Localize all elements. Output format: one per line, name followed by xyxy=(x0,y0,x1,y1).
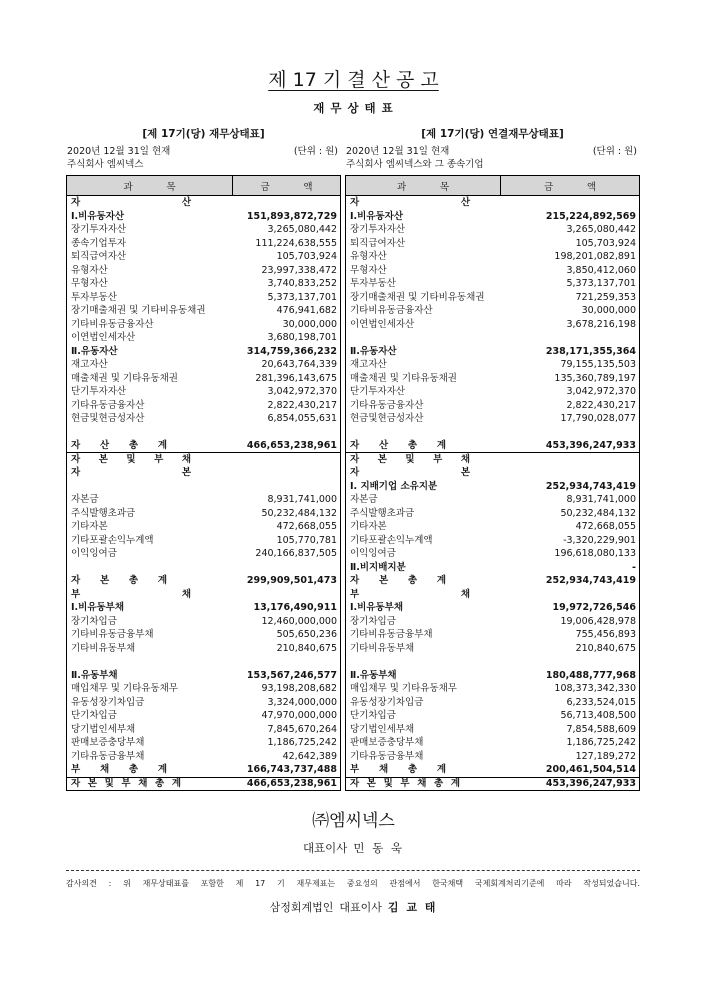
item-label: 기타비유동금융자산 xyxy=(350,305,433,317)
notice-title xyxy=(0,68,707,92)
item-amount: 3,042,972,370 xyxy=(566,386,636,398)
item-label: 유형자산 xyxy=(350,251,387,263)
item-label: 자 본 총 계 xyxy=(71,575,167,587)
item-label: 기타포괄손익누계액 xyxy=(71,534,154,546)
item-label: 매입채무 및 기타유동채무 xyxy=(71,683,178,695)
line-item-row xyxy=(67,628,340,642)
item-label: 무형자산 xyxy=(71,278,108,290)
section-heading-row xyxy=(346,453,639,467)
separate-unit: (단위 : 원) xyxy=(293,146,338,157)
item-amount: 3,850,412,060 xyxy=(566,264,636,276)
total-row xyxy=(346,777,639,791)
item-amount: 20,643,764,339 xyxy=(261,359,337,371)
line-item-row xyxy=(67,534,340,548)
item-label: 기타비유동금융부채 xyxy=(350,629,433,641)
line-item-row xyxy=(67,237,340,251)
item-amount: 7,854,588,609 xyxy=(566,723,636,735)
item-amount: 7,845,670,264 xyxy=(267,723,337,735)
item-label: 퇴직급여자산 xyxy=(350,237,406,249)
line-item-row xyxy=(346,547,639,561)
group-row xyxy=(67,669,340,683)
item-amount: 79,155,135,503 xyxy=(560,359,636,371)
item-amount: 153,567,246,577 xyxy=(246,669,337,681)
item-label: 장기매출채권 및 기타비유동채권 xyxy=(71,305,206,317)
item-label: 퇴직급여자산 xyxy=(71,251,127,263)
item-label: 장기차입금 xyxy=(71,615,117,627)
line-item-row xyxy=(346,223,639,237)
line-item-row xyxy=(67,520,340,534)
item-amount: 42,642,389 xyxy=(282,750,337,762)
line-item-row xyxy=(346,696,639,710)
item-label: 부 채 총 계 xyxy=(71,764,167,776)
line-item-row xyxy=(346,250,639,264)
line-item-row xyxy=(67,291,340,305)
line-item-row xyxy=(346,304,639,318)
item-label: Ⅰ.비유동부채 xyxy=(71,602,125,614)
section-heading-row xyxy=(346,588,639,602)
consolidated-statement xyxy=(345,127,640,790)
group-row xyxy=(346,210,639,224)
column-header-amount xyxy=(501,176,639,195)
item-amount: 299,909,501,473 xyxy=(246,575,337,587)
item-amount: 252,934,743,419 xyxy=(545,480,636,492)
line-item-row xyxy=(346,237,639,251)
total-row xyxy=(346,574,639,588)
item-amount: 111,224,638,555 xyxy=(255,237,337,249)
total-row xyxy=(67,574,340,588)
line-item-row xyxy=(67,750,340,764)
line-item-row xyxy=(67,642,340,656)
section-heading-row xyxy=(67,196,340,210)
item-amount: 23,997,338,472 xyxy=(261,264,337,276)
group-row xyxy=(346,669,639,683)
item-label: 기타유동금융부채 xyxy=(71,750,145,762)
signature-title: 대표이사 xyxy=(302,841,348,855)
separate-date-line xyxy=(66,145,341,158)
line-item-row xyxy=(67,412,340,426)
item-amount: 240,166,837,505 xyxy=(255,548,337,560)
consolidated-date: 2020년 12월 31일 현재 xyxy=(346,146,450,157)
item-label: 자 본 및 부 채 총 계 xyxy=(71,778,181,790)
item-label: 장기차입금 xyxy=(350,615,396,627)
item-label: Ⅰ.비유동자산 xyxy=(350,210,404,222)
item-label: 부 채 xyxy=(350,588,470,600)
section-heading-row xyxy=(346,196,639,210)
item-label: 기타비유동금융부채 xyxy=(71,629,154,641)
group-row xyxy=(67,210,340,224)
item-amount: 105,770,781 xyxy=(276,534,337,546)
item-amount: 238,171,355,364 xyxy=(545,345,636,357)
separate-table-header xyxy=(67,176,340,196)
line-item-row xyxy=(346,493,639,507)
item-amount: 215,224,892,569 xyxy=(545,210,636,222)
total-row xyxy=(67,439,340,453)
item-label: 자 산 xyxy=(350,197,470,209)
item-label: 자본금 xyxy=(71,494,99,506)
blank-row xyxy=(67,655,340,669)
notice-title-text: 제 17 기 결 산 공 고 xyxy=(268,69,439,91)
item-amount: 108,373,342,330 xyxy=(554,683,636,695)
line-item-row xyxy=(67,736,340,750)
separate-table xyxy=(66,175,341,791)
item-amount: 210,840,675 xyxy=(575,642,636,654)
item-label: 기타유동금융자산 xyxy=(350,399,424,411)
item-label: Ⅱ.유동부채 xyxy=(71,669,118,681)
column-header-amount xyxy=(233,176,340,195)
separate-table-body xyxy=(67,196,340,790)
item-amount: 19,006,428,978 xyxy=(560,615,636,627)
column-header-item xyxy=(67,176,233,195)
item-label: 유형자산 xyxy=(71,264,108,276)
item-label: 자 산 xyxy=(71,197,191,209)
line-item-row xyxy=(346,318,639,332)
blank-row xyxy=(67,426,340,440)
line-item-row xyxy=(346,736,639,750)
signature-company: ㈜엠씨넥스 xyxy=(312,811,395,831)
item-amount: 50,232,484,132 xyxy=(560,507,636,519)
column-header-item xyxy=(346,176,501,195)
item-label: 기타포괄손익누계액 xyxy=(350,534,433,546)
total-row xyxy=(67,777,340,791)
item-label: 당기법인세부채 xyxy=(350,723,415,735)
item-amount: 2,822,430,217 xyxy=(267,399,337,411)
line-item-row xyxy=(346,358,639,372)
item-amount: 472,668,055 xyxy=(575,521,636,533)
blank-row xyxy=(346,331,639,345)
item-label: 투자부동산 xyxy=(350,278,396,290)
line-item-row xyxy=(346,507,639,521)
section-heading-row xyxy=(67,588,340,602)
line-item-row xyxy=(67,331,340,345)
item-amount: 196,618,080,133 xyxy=(554,548,636,560)
separator-line xyxy=(66,870,640,871)
item-amount: 453,396,247,933 xyxy=(545,778,636,790)
item-label: Ⅰ.비유동자산 xyxy=(71,210,125,222)
item-label: 기타유동금융부채 xyxy=(350,750,424,762)
item-amount: -3,320,229,901 xyxy=(563,534,636,546)
item-amount: 93,198,208,682 xyxy=(261,683,337,695)
item-label: 자 산 총 계 xyxy=(71,439,167,451)
item-label: 현금및현금성자산 xyxy=(350,413,424,425)
item-amount: 8,931,741,000 xyxy=(566,494,636,506)
item-label: 유동성장기차입금 xyxy=(350,696,424,708)
item-label: 자본금 xyxy=(350,494,378,506)
group-row xyxy=(346,480,639,494)
column-header-amount-label: 금 액 xyxy=(544,181,596,193)
item-label: 주식발행초과금 xyxy=(71,507,136,519)
item-label: 장기매출채권 및 기타비유동채권 xyxy=(350,291,485,303)
item-label: 매입채무 및 기타유동채무 xyxy=(350,683,457,695)
item-amount: 19,972,726,546 xyxy=(552,602,636,614)
line-item-row xyxy=(67,547,340,561)
item-amount: 3,265,080,442 xyxy=(566,224,636,236)
line-item-row xyxy=(67,223,340,237)
item-label: 이연법인세자산 xyxy=(71,332,136,344)
item-label: 매출채권 및 기타유동채권 xyxy=(71,372,178,384)
item-amount: 281,396,143,675 xyxy=(255,372,337,384)
item-label: 기타비유동부채 xyxy=(71,642,136,654)
line-item-row xyxy=(346,709,639,723)
line-item-row xyxy=(67,493,340,507)
item-amount: 476,941,682 xyxy=(276,305,337,317)
item-label: 기타비유동부채 xyxy=(350,642,415,654)
item-label: 자 본 및 부 채 총 계 xyxy=(350,778,460,790)
item-amount: 56,713,408,500 xyxy=(560,710,636,722)
item-label: 기타자본 xyxy=(350,521,387,533)
item-label: Ⅱ.비지배지분 xyxy=(350,561,406,573)
item-label: 현금및현금성자산 xyxy=(71,413,145,425)
blank-row xyxy=(67,561,340,575)
item-label: 기타비유동금융자산 xyxy=(71,318,154,330)
section-heading-row xyxy=(346,466,639,480)
item-amount: 47,970,000,000 xyxy=(261,710,337,722)
line-item-row xyxy=(67,318,340,332)
item-label: Ⅱ.유동자산 xyxy=(350,345,397,357)
item-label: 판매보증충당부채 xyxy=(350,737,424,749)
item-label: 기타자본 xyxy=(71,521,108,533)
total-row xyxy=(346,763,639,777)
line-item-row xyxy=(67,507,340,521)
line-item-row xyxy=(346,385,639,399)
item-amount: - xyxy=(632,561,636,573)
item-amount: 135,360,789,197 xyxy=(554,372,636,384)
line-item-row xyxy=(346,277,639,291)
blank-row xyxy=(346,655,639,669)
line-item-row xyxy=(67,696,340,710)
line-item-row xyxy=(67,250,340,264)
line-item-row xyxy=(346,534,639,548)
item-amount: 2,822,430,217 xyxy=(566,399,636,411)
separate-statement xyxy=(66,127,341,790)
item-amount: 472,668,055 xyxy=(276,521,337,533)
item-label: Ⅱ.유동자산 xyxy=(71,345,118,357)
line-item-row xyxy=(67,304,340,318)
item-label: 주식발행초과금 xyxy=(350,507,415,519)
consolidated-heading: [제 17기(당) 연결재무상태표] xyxy=(421,128,564,140)
item-label: 자 본 xyxy=(350,467,470,479)
consolidated-date-line xyxy=(345,145,640,158)
line-item-row xyxy=(346,520,639,534)
auditor-signature xyxy=(0,900,707,916)
item-label: 판매보증충당부채 xyxy=(71,737,145,749)
consolidated-table-body xyxy=(346,196,639,790)
line-item-row xyxy=(346,399,639,413)
item-amount: 466,653,238,961 xyxy=(246,778,337,790)
line-item-row xyxy=(67,358,340,372)
item-amount: 151,893,872,729 xyxy=(246,210,337,222)
consolidated-table-header xyxy=(346,176,639,196)
item-amount: 17,790,028,077 xyxy=(560,413,636,425)
item-label: 이익잉여금 xyxy=(71,548,117,560)
line-item-row xyxy=(67,277,340,291)
signature-representative xyxy=(0,840,707,856)
item-label: 단기투자자산 xyxy=(350,386,406,398)
item-label: 부 채 xyxy=(71,588,191,600)
item-amount: 466,653,238,961 xyxy=(246,439,337,451)
item-amount: 8,931,741,000 xyxy=(267,494,337,506)
item-amount: 30,000,000 xyxy=(581,305,636,317)
item-amount: 180,488,777,968 xyxy=(545,669,636,681)
line-item-row xyxy=(67,372,340,386)
item-label: Ⅰ. 지배기업 소유지분 xyxy=(350,480,438,492)
group-row xyxy=(67,345,340,359)
group-row xyxy=(346,345,639,359)
auditor-title: 대표이사 xyxy=(339,901,382,914)
item-label: 재고자산 xyxy=(350,359,387,371)
consolidated-company: 주식회사 엠씨넥스와 그 종속기업 xyxy=(346,159,484,170)
line-item-row xyxy=(67,399,340,413)
group-row xyxy=(67,601,340,615)
item-amount: 6,854,055,631 xyxy=(267,413,337,425)
item-amount: 13,176,490,911 xyxy=(253,602,337,614)
item-amount: 3,740,833,252 xyxy=(267,278,337,290)
item-amount: 210,840,675 xyxy=(276,642,337,654)
item-amount: 166,743,737,488 xyxy=(246,764,337,776)
statement-subtitle: 재 무 상 태 표 xyxy=(313,101,394,115)
item-amount: 5,373,137,701 xyxy=(566,278,636,290)
line-item-row xyxy=(67,709,340,723)
line-item-row xyxy=(67,682,340,696)
item-label: 부 채 총 계 xyxy=(350,764,446,776)
item-amount: 127,189,272 xyxy=(575,750,636,762)
separate-company: 주식회사 엠씨넥스 xyxy=(67,159,144,170)
item-label: 재고자산 xyxy=(71,359,108,371)
item-amount: 3,042,972,370 xyxy=(267,386,337,398)
line-item-row xyxy=(346,642,639,656)
line-item-row xyxy=(67,264,340,278)
item-label: 단기차입금 xyxy=(71,710,117,722)
line-item-row xyxy=(67,615,340,629)
line-item-row xyxy=(346,628,639,642)
line-item-row xyxy=(346,615,639,629)
item-label: 장기투자자산 xyxy=(71,224,127,236)
item-amount: 3,678,216,198 xyxy=(566,318,636,330)
item-label: 자 산 총 계 xyxy=(350,439,446,451)
item-amount: 200,461,504,514 xyxy=(545,764,636,776)
item-amount: 1,186,725,242 xyxy=(267,737,337,749)
line-item-row xyxy=(346,682,639,696)
column-header-item-label: 과 목 xyxy=(123,181,176,193)
total-row xyxy=(346,439,639,453)
separate-heading: [제 17기(당) 재무상태표] xyxy=(142,128,265,140)
item-amount: 755,456,893 xyxy=(575,629,636,641)
item-amount: 12,460,000,000 xyxy=(261,615,337,627)
item-amount: 3,680,198,701 xyxy=(267,332,337,344)
item-amount: 198,201,082,891 xyxy=(554,251,636,263)
item-amount: 453,396,247,933 xyxy=(545,439,636,451)
item-label: 자 본 및 부 채 xyxy=(350,453,470,465)
line-item-row xyxy=(346,412,639,426)
item-label: 투자부동산 xyxy=(71,291,117,303)
section-heading-row xyxy=(67,466,340,480)
item-label: 종속기업투자 xyxy=(71,237,127,249)
blank-row xyxy=(346,426,639,440)
item-label: 자 본 및 부 채 xyxy=(71,453,191,465)
item-label: 자 본 xyxy=(71,467,191,479)
auditor-name: 김 교 태 xyxy=(387,901,438,914)
item-label: 단기투자자산 xyxy=(71,386,127,398)
item-amount: 5,373,137,701 xyxy=(267,291,337,303)
column-header-amount-label: 금 액 xyxy=(260,181,313,193)
item-amount: 6,233,524,015 xyxy=(566,696,636,708)
item-label: 당기법인세부채 xyxy=(71,723,136,735)
group-row xyxy=(346,601,639,615)
consolidated-table xyxy=(345,175,640,791)
item-amount: 1,186,725,242 xyxy=(566,737,636,749)
item-label: 자 본 총 계 xyxy=(350,575,446,587)
item-label: 장기투자자산 xyxy=(350,224,406,236)
item-amount: 314,759,366,232 xyxy=(246,345,337,357)
line-item-row xyxy=(67,723,340,737)
item-amount: 105,703,924 xyxy=(575,237,636,249)
item-label: 단기차입금 xyxy=(350,710,396,722)
blank-row xyxy=(67,480,340,494)
auditor-firm: 삼정회계법인 xyxy=(269,901,334,914)
item-label: 무형자산 xyxy=(350,264,387,276)
item-label: 이연법인세자산 xyxy=(350,318,415,330)
item-label: 이익잉여금 xyxy=(350,548,396,560)
column-header-item-label: 과 목 xyxy=(397,181,449,193)
consolidated-unit: (단위 : 원) xyxy=(592,146,637,157)
item-label: 매출채권 및 기타유동채권 xyxy=(350,372,457,384)
item-amount: 721,259,353 xyxy=(575,291,636,303)
signature-name: 민 동 욱 xyxy=(353,841,405,855)
line-item-row xyxy=(346,723,639,737)
item-amount: 105,703,924 xyxy=(276,251,337,263)
item-amount: 50,232,484,132 xyxy=(261,507,337,519)
line-item-row xyxy=(346,372,639,386)
item-amount: 505,650,236 xyxy=(276,629,337,641)
item-label: 기타유동금융자산 xyxy=(71,399,145,411)
item-label: 유동성장기차입금 xyxy=(71,696,145,708)
section-heading-row xyxy=(67,453,340,467)
item-label: Ⅱ.유동부채 xyxy=(350,669,397,681)
item-amount: 30,000,000 xyxy=(282,318,337,330)
line-item-row xyxy=(346,264,639,278)
line-item-row xyxy=(346,291,639,305)
item-amount: 3,265,080,442 xyxy=(267,224,337,236)
total-row xyxy=(67,763,340,777)
audit-opinion: 감사의견 : 위 재무상태표를 포함한 제 17 기 재무제표는 중요성의 관점에서 한국채택 국제회계처리기준에 따라 작성되었습니다. xyxy=(66,879,640,888)
item-amount: 3,324,000,000 xyxy=(267,696,337,708)
item-label: Ⅰ.비유동부채 xyxy=(350,602,404,614)
item-amount: 252,934,743,419 xyxy=(545,575,636,587)
line-item-row xyxy=(67,385,340,399)
group-row xyxy=(346,561,639,575)
line-item-row xyxy=(346,750,639,764)
separate-date: 2020년 12월 31일 현재 xyxy=(67,146,171,157)
